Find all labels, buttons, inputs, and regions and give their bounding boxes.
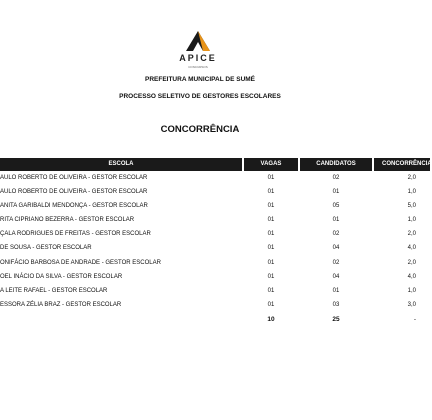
cell-vagas: 01 xyxy=(267,302,275,308)
cell-vagas: 01 xyxy=(267,274,275,280)
cell-concorrencia: 5,0 xyxy=(407,203,416,209)
cell-vagas: 01 xyxy=(267,175,275,181)
column-header-vagas: VAGAS xyxy=(244,158,298,171)
cell-escola: ONIFÁCIO BARBOSA DE ANDRADE - GESTOR ESCOLAR xyxy=(0,260,161,266)
table-row xyxy=(0,185,420,199)
cell-concorrencia: 1,0 xyxy=(407,189,416,195)
cell-escola: AULO ROBERTO DE OLIVEIRA - GESTOR ESCOLAR xyxy=(0,175,148,181)
cell-concorrencia: 2,0 xyxy=(407,231,416,237)
cell-vagas: 01 xyxy=(267,231,275,237)
cell-candidatos: 04 xyxy=(332,245,340,251)
table-row xyxy=(0,256,420,270)
table-row xyxy=(0,270,420,284)
cell-concorrencia: 1,0 xyxy=(407,217,416,223)
cell-escola: DE SOUSA - GESTOR ESCOLAR xyxy=(0,245,92,251)
column-header-escola: ESCOLA xyxy=(0,158,242,171)
cell-candidatos: 01 xyxy=(332,217,340,223)
cell-candidatos: 01 xyxy=(332,288,340,294)
cell-vagas: 01 xyxy=(267,260,275,266)
cell-vagas: 01 xyxy=(267,288,275,294)
totals-row xyxy=(0,313,420,327)
cell-escola: ANITA GARIBALDI MENDONÇA - GESTOR ESCOLAR xyxy=(0,203,148,209)
cell-vagas: 01 xyxy=(267,217,275,223)
total-vagas: 10 xyxy=(267,316,275,323)
column-header-candidatos: CANDIDATOS xyxy=(300,158,372,171)
table-row xyxy=(0,284,420,298)
cell-concorrencia: 2,0 xyxy=(407,260,416,266)
cell-vagas: 01 xyxy=(267,189,275,195)
cell-concorrencia: 1,0 xyxy=(407,288,416,294)
apice-mountain-icon xyxy=(184,30,212,52)
table-row xyxy=(0,241,420,255)
cell-escola: AULO ROBERTO DE OLIVEIRA - GESTOR ESCOLAR xyxy=(0,189,148,195)
cell-vagas: 01 xyxy=(267,203,275,209)
cell-candidatos: 02 xyxy=(332,260,340,266)
logo-tagline: CONCURSOS xyxy=(188,65,208,69)
total-concorrencia: - xyxy=(413,316,416,323)
apice-logo xyxy=(172,28,224,74)
table-row xyxy=(0,227,420,241)
cell-concorrencia: 3,0 xyxy=(407,302,416,308)
cell-concorrencia: 4,0 xyxy=(407,274,416,280)
column-header-concorrencia: CONCORRÊNCIA xyxy=(374,158,430,171)
table-row xyxy=(0,298,420,312)
total-candidatos: 25 xyxy=(332,316,340,323)
cell-candidatos: 05 xyxy=(332,203,340,209)
cell-escola: ÇALA RODRIGUES DE FREITAS - GESTOR ESCOLAR xyxy=(0,231,151,237)
cell-candidatos: 02 xyxy=(332,231,340,237)
logo-wordmark: APICE xyxy=(179,53,217,63)
page-title: CONCORRÊNCIA xyxy=(160,124,240,135)
table-row xyxy=(0,199,420,213)
table-row xyxy=(0,213,420,227)
cell-candidatos: 01 xyxy=(332,189,340,195)
cell-vagas: 01 xyxy=(267,245,275,251)
header-municipality: PREFEITURA MUNICIPAL DE SUMÉ xyxy=(144,76,256,83)
cell-escola: ESSORA ZÉLIA BRAZ - GESTOR ESCOLAR xyxy=(0,302,122,308)
cell-candidatos: 04 xyxy=(332,274,340,280)
cell-concorrencia: 2,0 xyxy=(407,175,416,181)
cell-escola: OEL INÁCIO DA SILVA - GESTOR ESCOLAR xyxy=(0,274,123,280)
header-process: PROCESSO SELETIVO DE GESTORES ESCOLARES xyxy=(119,93,281,100)
cell-candidatos: 02 xyxy=(332,175,340,181)
table-row xyxy=(0,171,420,185)
cell-escola: RITA CIPRIANO BEZERRA - GESTOR ESCOLAR xyxy=(0,217,135,223)
cell-escola: A LEITE RAFAEL - GESTOR ESCOLAR xyxy=(0,288,108,294)
cell-candidatos: 03 xyxy=(332,302,340,308)
cell-concorrencia: 4,0 xyxy=(407,245,416,251)
